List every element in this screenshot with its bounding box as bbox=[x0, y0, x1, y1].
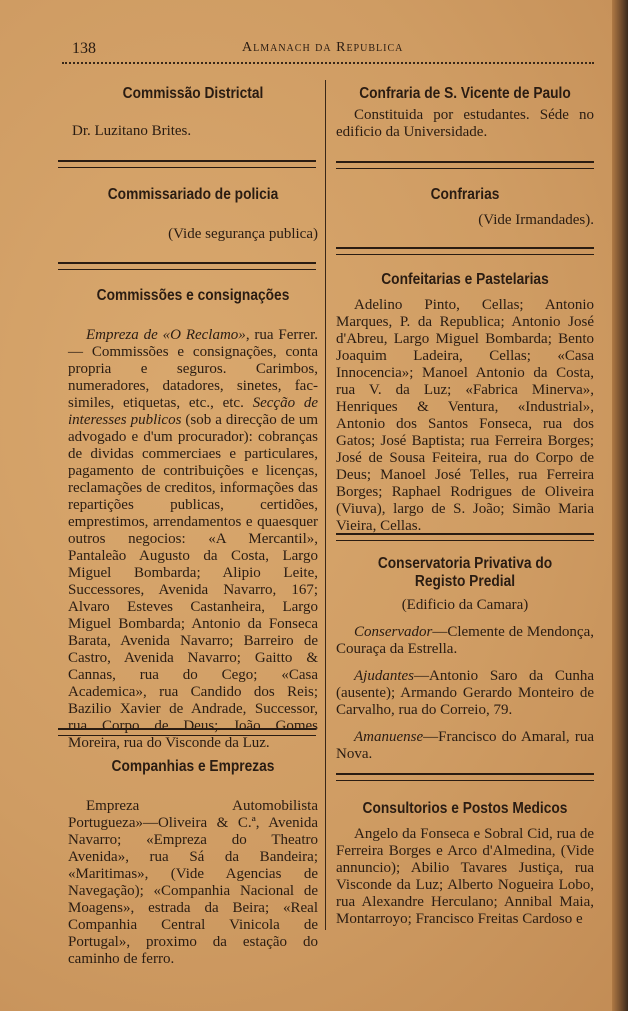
section-title: Confraria de S. Vicente de Paulo bbox=[359, 85, 571, 102]
section-body: Angelo da Fonseca e Sobral Cid, rua de Ferreira Borges e Arco d'Almedina, (Vide annuncio); Abilio Tavares Justiça, rua Visconde da Luz; Alberto Nogueira Lobo, rua Alexandre Herculano; Annibal Maia, Montarroyo; Francisco Freitas Cardoso e bbox=[336, 826, 594, 927]
body-text: (sob a direcção de um advogado e d'um procurador): cobranças de dividas commerciaes e particulares, pagamento de contribuições e licenças, reclamações de creditos, informações das repartições publicas, certidões, emprestimos, arrendamentos e quaesquer outros negocios: «A Mercantil», Pantaleão Augusto da Costa, Largo Miguel Bombarda; Alipio Leite, Successores, Avenida Navarro, 167; Alvaro Esteves Castanheira, Largo Miguel Bombarda; Antonio da Fonseca Barata, Avenida Navarro; Barreiro de Castro, Avenida Navarro; Gaitto & Cannas, rua do Cego; «Casa Academica», rua Candido dos Reis; Bazilio Xavier de Andrade, Successor, rua Corpo de Deus; João Gomes Moreira, rua do Visconde da Luz. bbox=[68, 412, 319, 751]
section-rule bbox=[58, 160, 316, 168]
body-text: —Francisco do Amaral, rua Nova. bbox=[336, 729, 594, 762]
page-edge-shadow bbox=[612, 0, 628, 1011]
page-number: 138 bbox=[72, 40, 96, 57]
emphasis-text: Empreza de «O Reclamo» bbox=[86, 327, 246, 343]
header-rule bbox=[62, 62, 594, 64]
section-commissoes bbox=[68, 287, 318, 752]
section-commissariado bbox=[68, 186, 318, 243]
conservador-entry bbox=[336, 624, 594, 658]
section-title: Commissão Districtal bbox=[122, 85, 264, 102]
role-label: Ajudantes bbox=[354, 668, 414, 684]
section-title: Conservatoria Privativa do Registo Predial bbox=[377, 555, 553, 590]
section-consultorios bbox=[336, 800, 594, 928]
section-commissao-districtal bbox=[68, 85, 318, 140]
section-body: (Vide Irmandades). bbox=[478, 212, 594, 228]
section-body: Adelino Pinto, Cellas; Antonio Marques, P. da Republica; Antonio José d'Abreu, Largo Miguel Bombarda; Bento Joaquim Ladeira, Cellas; «Casa Innocencia»; Manoel Antonio da Costa, rua V. da Luz; «Fabrica Minerva», Henriques & Ventura, «Industrial», Antonio dos Santos Fonseca, rua dos Gatos; José Baptista; rua Ferreira Borges; José de Sousa Feiteira, rua do Corpo de Deus; Manoel José Telles, rua Ferreira Borges; Raphael Rodrigues de Oliveira (Viuva), largo de S. João; Simão Maria Vieira, Cellas. bbox=[336, 297, 594, 534]
section-title: Companhias e Emprezas bbox=[111, 758, 275, 775]
section-body: (Vide segurança publica) bbox=[168, 226, 318, 242]
section-rule bbox=[336, 533, 594, 541]
section-rule bbox=[336, 161, 594, 169]
section-rule bbox=[336, 773, 594, 781]
section-body: Dr. Luzitano Brites. bbox=[72, 123, 192, 139]
section-title: Confrarias bbox=[430, 186, 500, 203]
body-text: , rua Ferrer. — Commissões e consignações, conta propria e seguros. Carimbos, numeradores, datadores, sinetes, fac-similes, etiquetas, etc., etc. bbox=[68, 327, 318, 411]
section-subtitle: (Edificio da Camara) bbox=[401, 597, 529, 613]
column-divider bbox=[325, 80, 326, 930]
section-confeitarias bbox=[336, 271, 594, 535]
section-confraria bbox=[336, 85, 594, 141]
section-rule bbox=[336, 247, 594, 255]
role-label: Conservador bbox=[354, 624, 433, 640]
amanuense-entry bbox=[336, 729, 594, 763]
section-conservatoria bbox=[336, 555, 594, 763]
section-title: Commissariado de policia bbox=[107, 186, 279, 203]
section-title: Consultorios e Postos Medicos bbox=[362, 800, 568, 817]
section-body: Constituida por estudantes. Séde no edificio da Universidade. bbox=[336, 107, 594, 140]
role-label: Amanuense bbox=[354, 729, 424, 745]
body-text: —Clemente de Mendonça, Couraça da Estrella. bbox=[336, 624, 594, 657]
section-rule bbox=[58, 262, 316, 270]
section-confrarias bbox=[336, 186, 594, 229]
section-body: Empreza Automobilista Portugueza»—Oliveira & C.ª, Avenida Navarro; «Empreza do Theatro Avenida», rua Sá da Bandeira; «Maritimas», (Vide Agencias de Navegação); «Companhia Nacional de Moagens», estrada da Beira; «Real Companhia Central Vinicola de Portugal», proximo da estação do caminho de ferro. bbox=[68, 798, 318, 967]
emphasis-text: Secção de interesses publicos bbox=[68, 395, 318, 428]
section-title: Commissões e consignações bbox=[96, 287, 290, 304]
body-text: —Antonio Saro da Cunha (ausente); Armando Gerardo Monteiro de Carvalho, rua do Correio, 79. bbox=[336, 668, 594, 718]
section-companhias bbox=[68, 758, 318, 968]
running-title: Almanach da Republica bbox=[242, 40, 404, 55]
ajudantes-entry bbox=[336, 668, 594, 719]
page-header bbox=[62, 40, 592, 60]
section-rule bbox=[58, 728, 316, 736]
section-title: Confeitarias e Pastelarias bbox=[381, 271, 549, 288]
section-body bbox=[68, 327, 318, 752]
